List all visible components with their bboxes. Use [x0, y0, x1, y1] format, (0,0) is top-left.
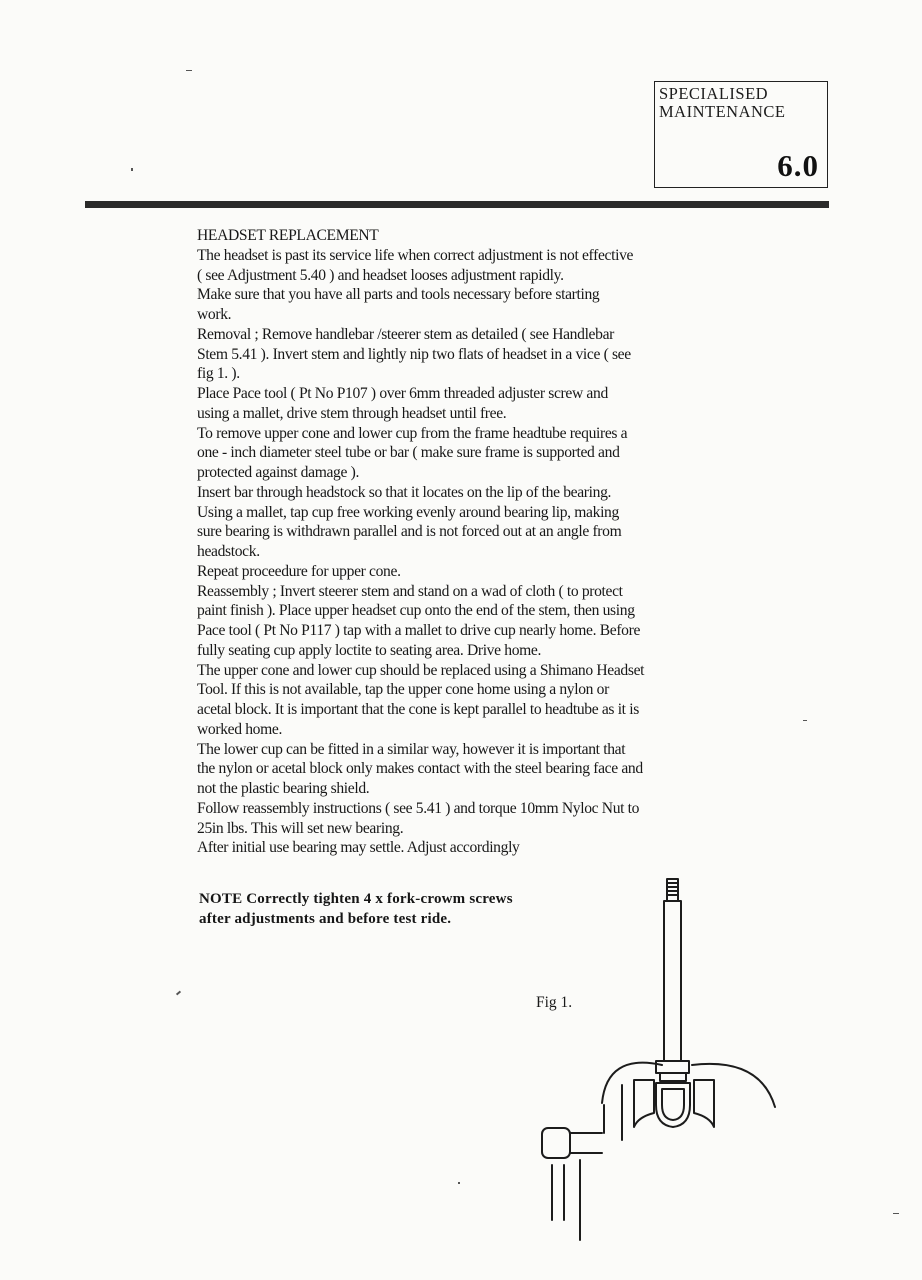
- body-line: Pace tool ( Pt No P117 ) tap with a mallet to drive cup nearly home. Before: [197, 622, 641, 639]
- body-line: the nylon or acetal block only makes contact with the steel bearing face and: [197, 760, 643, 778]
- scan-speck: [176, 991, 181, 996]
- body-line: Removal ; Remove handlebar /steerer stem as detailed ( see Handlebar: [197, 325, 614, 343]
- headset-vice-illustration: [532, 875, 782, 1245]
- body-line: Repeat proceedure for upper cone.: [197, 562, 401, 580]
- body-line: one - inch diameter steel tube or bar ( make sure frame is supported and: [197, 444, 620, 462]
- note-line-2: after adjustments and before test ride.: [199, 911, 452, 927]
- body-line: headstock.: [197, 543, 260, 560]
- body-line: fig 1. ).: [197, 365, 240, 383]
- body-line: The lower cup can be fitted in a similar way, however it is important that: [197, 740, 626, 758]
- body-line: Reassembly ; Invert steerer stem and stand on a wad of cloth ( to protect: [197, 582, 623, 600]
- body-line: protected against damage ).: [197, 464, 360, 481]
- scan-speck: [186, 70, 192, 71]
- body-line: Place Pace tool ( Pt No P107 ) over 6mm threaded adjuster screw and: [197, 385, 608, 402]
- body-line: Stem 5.41 ). Invert stem and lightly nip two flats of headset in a vice ( see: [197, 345, 631, 363]
- body-line: fully seating cup apply loctite to seating area. Drive home.: [197, 641, 542, 659]
- instructions-body: [197, 226, 727, 858]
- body-line: After initial use bearing may settle. Adjust accordingly: [197, 839, 520, 857]
- body-line: The headset is past its service life when correct adjustment is not effective: [197, 246, 634, 264]
- scan-speck: [803, 720, 807, 721]
- scan-speck: [131, 168, 133, 171]
- body-line: not the plastic bearing shield.: [197, 780, 370, 797]
- body-line: acetal block. It is important that the cone is kept parallel to headtube as it is: [197, 701, 639, 718]
- body-line: Insert bar through headstock so that it locates on the lip of the bearing.: [197, 483, 612, 501]
- body-line: 25in lbs. This will set new bearing.: [197, 819, 404, 837]
- body-line: worked home.: [197, 720, 283, 738]
- body-line: Using a mallet, tap cup free working evenly around bearing lip, making: [197, 503, 619, 521]
- body-line: The upper cone and lower cup should be replaced using a Shimano Headset: [197, 661, 645, 679]
- scan-speck: [458, 1182, 460, 1184]
- note-line-1: NOTE Correctly tighten 4 x fork-crowm screws: [199, 891, 513, 907]
- section-title-line-2: MAINTENANCE: [659, 102, 786, 121]
- body-line: sure bearing is withdrawn parallel and is not forced out at an angle from: [197, 523, 622, 541]
- scan-speck: [893, 1213, 899, 1214]
- section-title-line-1: SPECIALISED: [659, 84, 769, 103]
- section-title: [659, 85, 786, 121]
- figure-caption: Fig 1.: [536, 994, 573, 1011]
- body-line: Tool. If this is not available, tap the upper cone home using a nylon or: [197, 681, 609, 699]
- body-line: Follow reassembly instructions ( see 5.41 ) and torque 10mm Nyloc Nut to: [197, 799, 640, 817]
- header-rule: [85, 201, 829, 208]
- body-line: Make sure that you have all parts and tools necessary before starting: [197, 286, 600, 304]
- body-line: paint finish ). Place upper headset cup onto the end of the stem, then using: [197, 602, 635, 620]
- body-line: To remove upper cone and lower cup from the frame headtube requires a: [197, 424, 628, 442]
- section-heading: HEADSET REPLACEMENT: [197, 227, 379, 244]
- section-header-box: [654, 81, 828, 188]
- section-number: 6.0: [777, 148, 819, 183]
- body-line: using a mallet, drive stem through headset until free.: [197, 404, 507, 422]
- body-line: ( see Adjustment 5.40 ) and headset looses adjustment rapidly.: [197, 266, 564, 284]
- body-line: work.: [197, 306, 232, 323]
